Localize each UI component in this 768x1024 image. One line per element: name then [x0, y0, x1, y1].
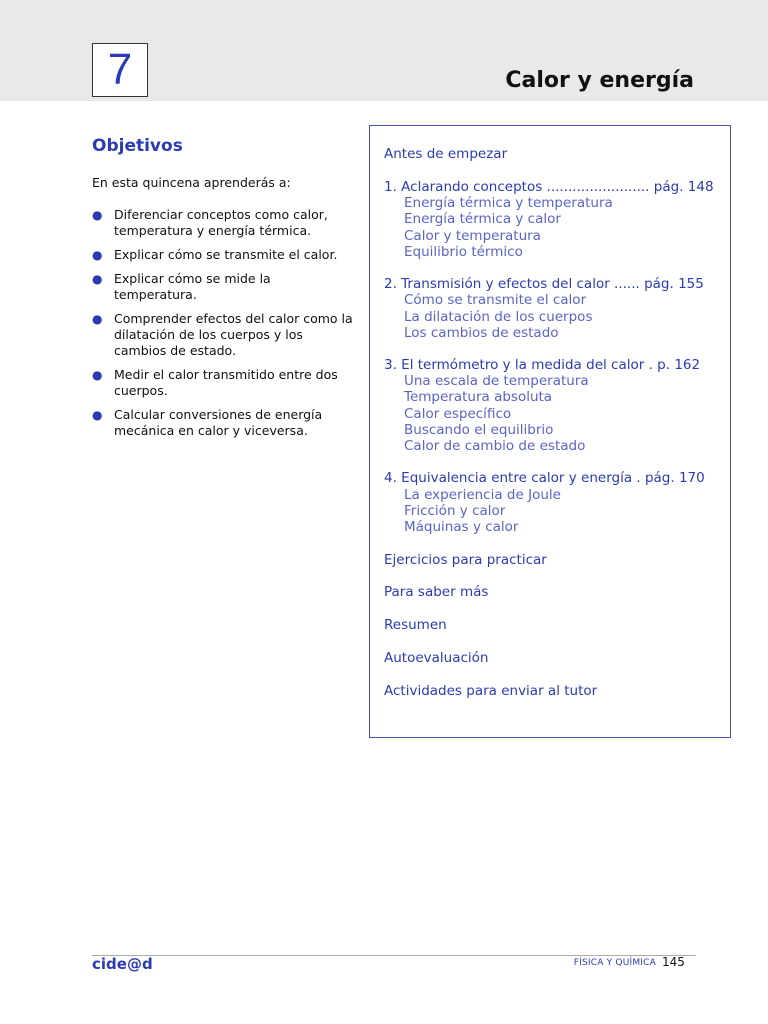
- toc-link-saber-mas[interactable]: Para saber más: [384, 584, 489, 600]
- table-of-contents: [369, 125, 731, 738]
- list-item: [92, 271, 354, 303]
- objectives-heading: Objetivos: [92, 136, 183, 156]
- list-item: [92, 311, 354, 359]
- toc-subsection[interactable]: Equilibrio térmico: [404, 244, 523, 260]
- toc-section-4[interactable]: 4. Equivalencia entre calor y energía . pág. 170: [384, 470, 705, 486]
- toc-subsection[interactable]: Calor específico: [404, 406, 512, 422]
- toc-link-antes[interactable]: Antes de empezar: [384, 146, 508, 162]
- chapter-number: 7: [92, 43, 148, 97]
- toc-subsection[interactable]: Temperatura absoluta: [404, 389, 553, 405]
- objective-text: Diferenciar conceptos como calor, temperatura y energía térmica.: [114, 207, 328, 238]
- toc-subsection[interactable]: Cómo se transmite el calor: [404, 292, 587, 308]
- bullet-icon: ●: [92, 408, 103, 422]
- toc-link-ejercicios[interactable]: Ejercicios para practicar: [384, 552, 547, 568]
- toc-subsection[interactable]: Buscando el equilibrio: [404, 422, 554, 438]
- bullet-icon: ●: [92, 208, 103, 222]
- list-item: [92, 407, 354, 439]
- toc-subsection[interactable]: Calor de cambio de estado: [404, 438, 586, 454]
- bullet-icon: ●: [92, 312, 103, 326]
- toc-subsection[interactable]: La dilatación de los cuerpos: [404, 309, 593, 325]
- objective-text: Medir el calor transmitido entre dos cuerpos.: [114, 367, 338, 398]
- toc-subsection[interactable]: Máquinas y calor: [404, 519, 519, 535]
- toc-subsection[interactable]: Fricción y calor: [404, 503, 506, 519]
- toc-subsection[interactable]: Calor y temperatura: [404, 228, 541, 244]
- bullet-icon: ●: [92, 248, 103, 262]
- bullet-icon: ●: [92, 368, 103, 382]
- toc-section-3[interactable]: 3. El termómetro y la medida del calor . p. 162: [384, 357, 701, 373]
- toc-section-2[interactable]: 2. Transmisión y efectos del calor ...... pág. 155: [384, 276, 704, 292]
- footer-divider: [92, 955, 696, 956]
- footer-subject: FÍSICA Y QUÍMICA: [573, 958, 656, 968]
- list-item: [92, 207, 354, 239]
- objective-text: Comprender efectos del calor como la dilatación de los cuerpos y los cambios de estado.: [114, 311, 353, 358]
- cidead-logo: cide@d: [92, 955, 153, 973]
- objective-text: Explicar cómo se transmite el calor.: [114, 247, 338, 262]
- list-item: [92, 247, 354, 263]
- toc-link-autoevaluacion[interactable]: Autoevaluación: [384, 650, 489, 666]
- page-number: 145: [662, 955, 685, 969]
- list-item: [92, 367, 354, 399]
- bullet-icon: ●: [92, 272, 103, 286]
- toc-link-actividades[interactable]: Actividades para enviar al tutor: [384, 683, 598, 699]
- toc-subsection[interactable]: Los cambios de estado: [404, 325, 559, 341]
- toc-subsection[interactable]: Energía térmica y calor: [404, 211, 561, 227]
- toc-link-resumen[interactable]: Resumen: [384, 617, 447, 633]
- objective-text: Calcular conversiones de energía mecánica en calor y viceversa.: [114, 407, 323, 438]
- page-title: Calor y energía: [505, 68, 694, 93]
- toc-subsection[interactable]: La experiencia de Joule: [404, 487, 561, 503]
- toc-subsection[interactable]: Energía térmica y temperatura: [404, 195, 613, 211]
- objectives-intro: En esta quincena aprenderás a:: [92, 175, 291, 190]
- toc-subsection[interactable]: Una escala de temperatura: [404, 373, 589, 389]
- objective-text: Explicar cómo se mide la temperatura.: [114, 271, 271, 302]
- objectives-list: [92, 207, 354, 447]
- toc-section-1[interactable]: 1. Aclarando conceptos ........................ pág. 148: [384, 179, 714, 195]
